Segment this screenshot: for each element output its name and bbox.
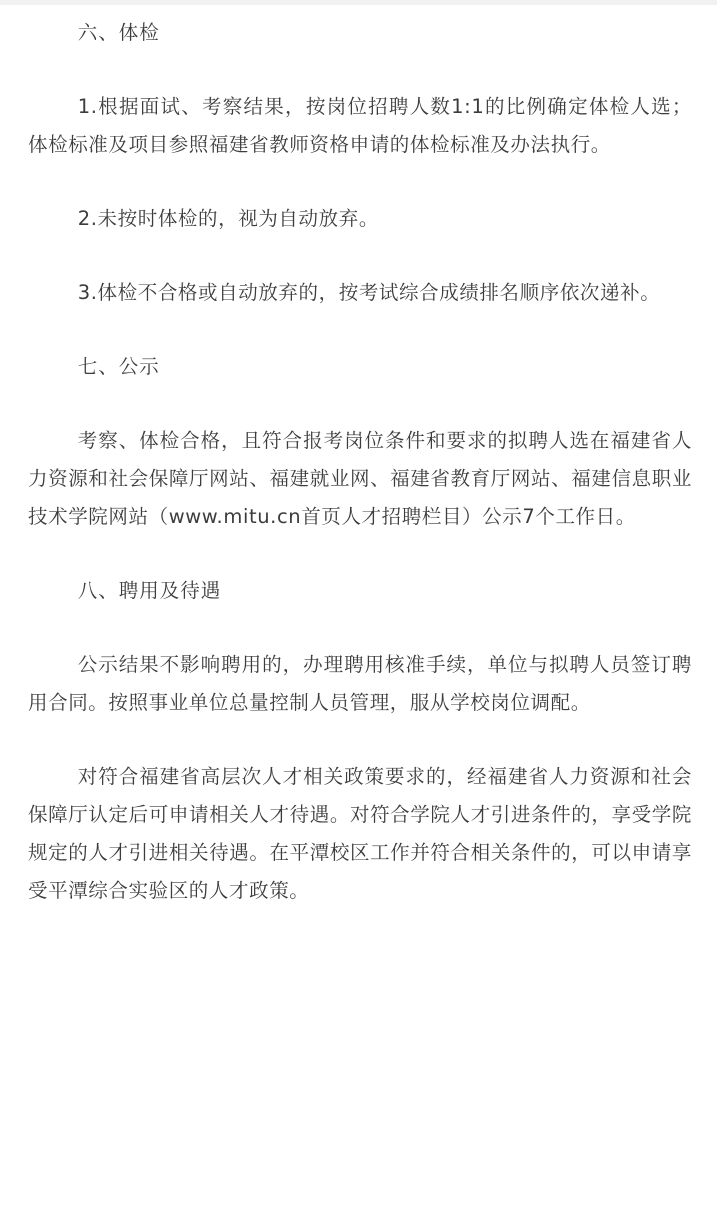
article-body [28,14,692,910]
paragraph: 考察、体检合格，且符合报考岗位条件和要求的拟聘人选在福建省人力资源和社会保障厅网站、福建就业网、福建省教育厅网站、福建信息职业技术学院网站（www.mitu.cn首页人才招聘栏目）公示7个工作日。 [28,429,692,528]
paragraph: 公示结果不影响聘用的，办理聘用核准手续，单位与拟聘人员签订聘用合同。按照事业单位总量控制人员管理，服从学校岗位调配。 [28,653,692,714]
top-divider [0,0,717,5]
section-heading-publicity: 七、公示 [77,355,160,378]
paragraph: 1.根据面试、考察结果，按岗位招聘人数1:1的比例确定体检人选；体检标准及项目参照福建省教师资格申请的体检标准及办法执行。 [28,95,692,156]
paragraph: 3.体检不合格或自动放弃的，按考试综合成绩排名顺序依次递补。 [77,281,661,304]
section-heading-physical-exam: 六、体检 [77,21,160,44]
paragraph: 对符合福建省高层次人才相关政策要求的，经福建省人力资源和社会保障厅认定后可申请相关人才待遇。对符合学院人才引进条件的，享受学院规定的人才引进相关待遇。在平潭校区工作并符合相关条件的，可以申请享受平潭综合实验区的人才政策。 [28,765,692,902]
paragraph: 2.未按时体检的，视为自动放弃。 [77,207,379,230]
section-heading-employment: 八、聘用及待遇 [77,579,222,602]
